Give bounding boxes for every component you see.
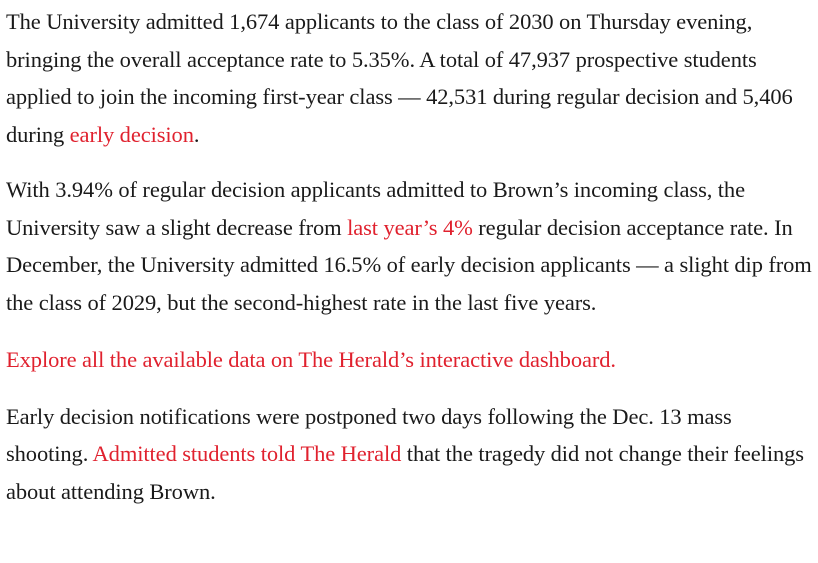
paragraph-text: With 3.94% of regular decision applicants admitted to Brown’s incoming class, the University saw a slight decrease from bbox=[6, 177, 745, 240]
paragraph-postponement bbox=[6, 398, 812, 511]
paragraph-text: Early decision notifications were postponed two days following the Dec. 13 mass shooting. bbox=[6, 403, 732, 466]
paragraph-dashboard-cta bbox=[6, 341, 812, 379]
paragraph-text: regular decision acceptance rate. In December, the University admitted 16.5% of early decision applicants — a slight dip from the class of 2029, but the second-highest rate in the last five years. bbox=[6, 214, 812, 315]
interactive-dashboard-link[interactable]: Explore all the available data on The Herald’s interactive dashboard. bbox=[6, 347, 616, 372]
paragraph-text: . bbox=[193, 121, 200, 147]
early-decision-link[interactable]: early decision bbox=[69, 121, 194, 147]
paragraph-admissions-summary bbox=[6, 3, 812, 153]
paragraph-regular-decision bbox=[6, 171, 812, 321]
admitted-students-link[interactable]: Admitted students told The Herald bbox=[92, 441, 402, 466]
paragraph-text: that the tragedy did not change their feelings about attending Brown. bbox=[6, 441, 804, 504]
last-year-rate-link[interactable]: last year’s 4% bbox=[347, 214, 473, 240]
paragraph-text: The University admitted 1,674 applicants to the class of 2030 on Thursday evening, bringing the overall acceptance rate to 5.35%. A total of 47,937 prospective students applied to join the incoming first-year class — 42,531 during regular decision and 5,406 during bbox=[6, 9, 793, 147]
